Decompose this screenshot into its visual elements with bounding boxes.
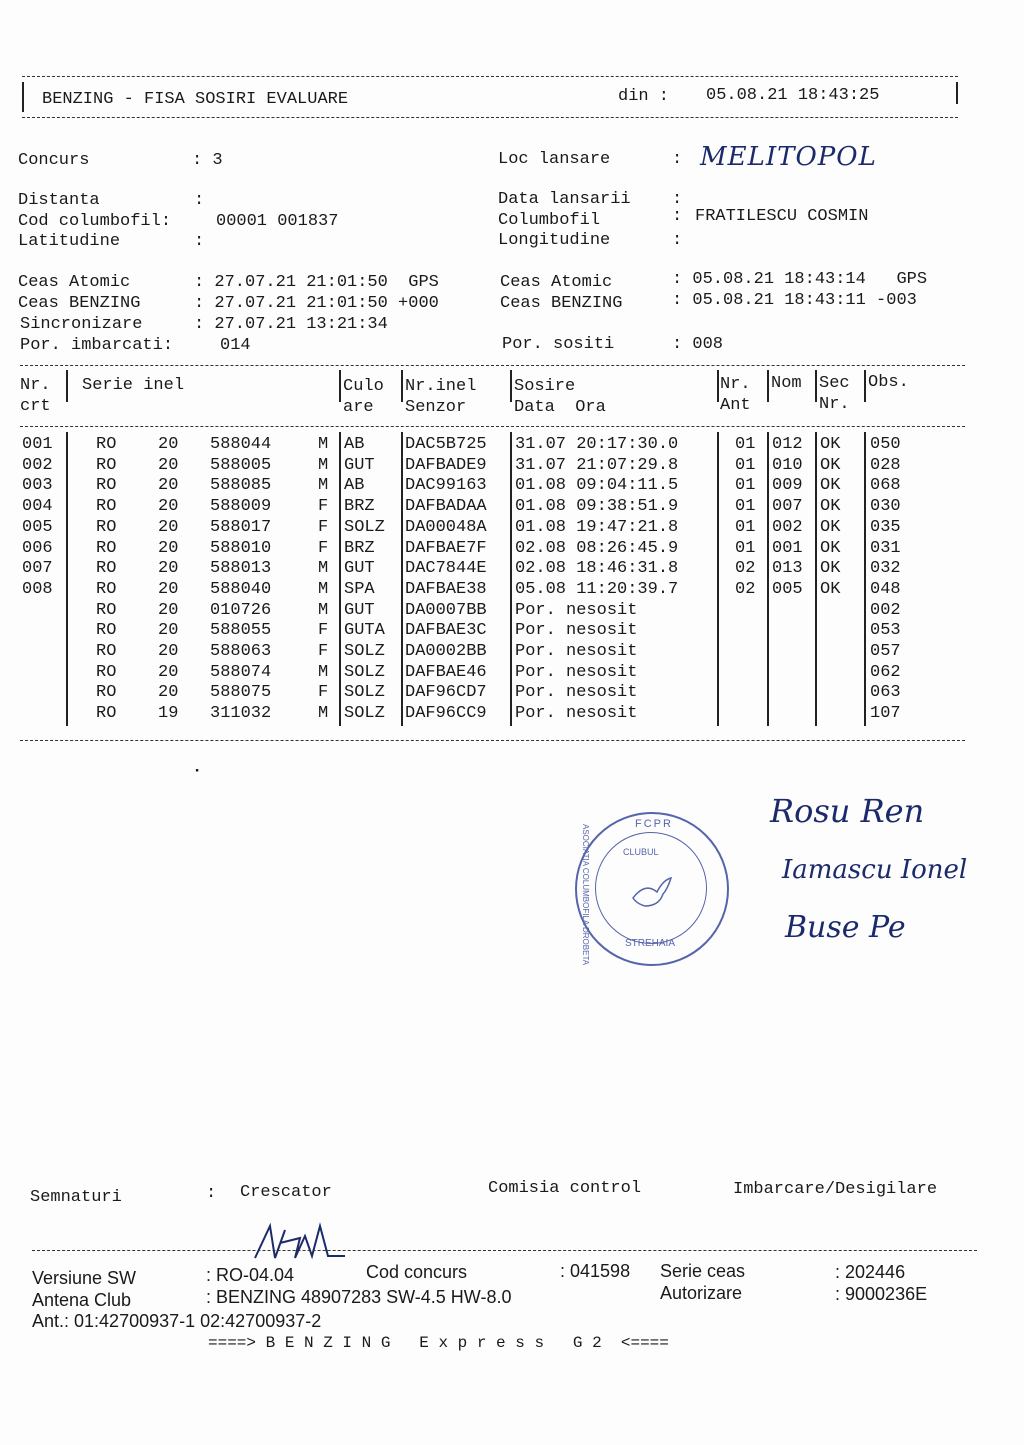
cell-sensor: DAFBAE46 [405, 662, 487, 682]
handwritten-name: Rosu Ren [770, 792, 925, 830]
value: RO-04.04 [216, 1265, 295, 1285]
cell-color: GUT [344, 455, 375, 475]
cell-year: 20 [158, 476, 179, 496]
cell-country: RO [96, 642, 117, 661]
cell-obs: 035 [870, 517, 901, 537]
columbofil-value: FRATILESCU COSMIN [695, 207, 869, 226]
cell-sec: OK [820, 497, 841, 517]
pigeon-icon [629, 872, 675, 912]
header-culoare-2: are [343, 398, 374, 417]
column-divider [401, 432, 403, 726]
header-sosire: Sosire [514, 377, 576, 396]
cell-ring: 588040 [210, 579, 272, 599]
cell-ring: 588063 [210, 642, 272, 661]
ceas-benzing-end: : 05.08.21 18:43:11 -003 [672, 291, 917, 310]
cell-ring: 588074 [210, 662, 272, 682]
cell-sensor: DAC7844E [405, 559, 487, 579]
antenna-ids: Ant.: 01:42700937-1 02:42700937-2 [32, 1311, 322, 1331]
cell-sex: M [318, 600, 329, 620]
cell-arrival: 01.08 09:38:51.9 [515, 497, 679, 517]
cell-sec: OK [820, 579, 841, 599]
cell-ring: 588044 [210, 435, 272, 454]
ink-dot: · [192, 762, 203, 781]
cell-sec: OK [820, 517, 841, 537]
cell-color: SOLZ [344, 517, 385, 537]
column-divider [66, 370, 68, 402]
cell-sensor: DAC5B725 [405, 435, 487, 454]
colon: : [194, 191, 205, 210]
cell-sec: OK [820, 455, 841, 475]
source: GPS [408, 273, 439, 292]
header-data-ora: Data Ora [514, 398, 606, 417]
column-divider [66, 432, 68, 726]
stamp-text: ASOCIATIA COLUMBOFILA DROBETA [581, 824, 590, 966]
cell-obs: 002 [870, 600, 901, 620]
sositi-label: Por. sositi [502, 335, 615, 354]
value: 202446 [845, 1262, 906, 1282]
cell-country: RO [96, 455, 117, 475]
cell-arrival: Por. nesosit [515, 683, 638, 703]
cell-nr: 006 [22, 538, 53, 558]
cell-arrival: 01.08 09:04:11.5 [515, 476, 679, 496]
cell-obs: 063 [870, 683, 901, 703]
cell-sec: OK [820, 476, 841, 496]
cell-sex: F [318, 497, 329, 517]
cell-ant: 01 [735, 538, 756, 558]
loc-lansare-label: Loc lansare [498, 150, 611, 169]
column-divider [717, 370, 719, 402]
colon: : [672, 231, 683, 250]
cell-year: 20 [158, 497, 179, 517]
time: 05.08.21 18:43:11 [692, 291, 866, 310]
cell-nr: 008 [22, 579, 53, 599]
cell-sensor: DAFBAE3C [405, 621, 487, 641]
cell-ring: 588017 [210, 517, 272, 537]
sincronizare-value: : 27.07.21 13:21:34 [194, 315, 388, 334]
handwritten-name: Buse Pe [785, 910, 906, 945]
din-label: din : [618, 87, 670, 106]
cell-arrival: Por. nesosit [515, 662, 638, 682]
ceas-atomic-label-2: Ceas Atomic [500, 273, 613, 292]
cell-sensor: DAFBADAA [405, 497, 487, 517]
cell-sensor: DA00048A [405, 517, 487, 537]
cell-arrival: 31.07 20:17:30.0 [515, 435, 679, 454]
column-divider [864, 370, 866, 402]
cell-ring: 588005 [210, 455, 272, 475]
cell-color: BRZ [344, 538, 375, 558]
divider [22, 117, 958, 118]
cell-obs: 028 [870, 455, 901, 475]
column-divider [864, 432, 866, 726]
cell-color: SPA [344, 579, 375, 599]
stamp-text: CLUBUL [623, 847, 659, 857]
cell-arrival: Por. nesosit [515, 704, 638, 724]
cell-sex: F [318, 642, 329, 661]
cell-sensor: DAC99163 [405, 476, 487, 496]
colon: : [672, 190, 683, 209]
time: 05.08.21 18:43:14 [692, 270, 866, 289]
divider [20, 426, 965, 427]
cell-country: RO [96, 435, 117, 454]
columbofil-label: Columbofil [498, 211, 601, 230]
header-nr-inel: Nr.inel [405, 377, 477, 396]
cell-ring: 588013 [210, 559, 272, 579]
ceas-benzing-label: Ceas BENZING [18, 294, 141, 313]
latitudine-label: Latitudine [18, 232, 121, 251]
time: 27.07.21 21:01:50 [214, 294, 388, 313]
cell-arrival: 31.07 21:07:29.8 [515, 455, 679, 475]
cell-ring: 311032 [210, 704, 272, 724]
cell-ant: 01 [735, 455, 756, 475]
signature [250, 1218, 350, 1263]
cell-sec: OK [820, 435, 841, 454]
column-divider [339, 370, 341, 402]
cell-nr: 005 [22, 517, 53, 537]
column-divider [767, 370, 769, 402]
cell-ring: 588009 [210, 497, 272, 517]
cell-obs: 030 [870, 497, 901, 517]
cell-ant: 02 [735, 559, 756, 579]
cell-nom: 007 [772, 497, 803, 517]
header-obs: Obs. [868, 373, 909, 392]
stamp-text: STREHAIA [625, 938, 676, 949]
cell-year: 20 [158, 435, 179, 454]
antena-label: Antena Club [32, 1290, 132, 1310]
cell-sex: F [318, 683, 329, 703]
concurs-label: Concurs [18, 151, 90, 170]
cell-color: BRZ [344, 497, 375, 517]
divider [22, 82, 24, 112]
autorizare-value: : 9000236E [835, 1284, 928, 1304]
autorizare-label: Autorizare [660, 1283, 743, 1303]
cell-nr: 003 [22, 476, 53, 496]
imbarcare-label: Imbarcare/Desigilare [733, 1180, 938, 1199]
cell-ant: 02 [735, 579, 756, 599]
cell-obs: 068 [870, 476, 901, 496]
cell-sensor: DAFBAE7F [405, 538, 487, 558]
longitudine-label: Longitudine [498, 231, 611, 250]
cell-color: AB [344, 476, 365, 496]
cod-columbofil-value: 00001 001837 [216, 212, 339, 231]
cell-country: RO [96, 683, 117, 703]
cell-nom: 009 [772, 476, 803, 496]
comisia-label: Comisia control [488, 1179, 642, 1198]
cell-nom: 005 [772, 579, 803, 599]
serie-ceas-value: : 202446 [835, 1262, 906, 1282]
ceas-benzing-label-2: Ceas BENZING [500, 294, 623, 313]
column-divider [510, 370, 512, 402]
cell-color: SOLZ [344, 642, 385, 661]
cell-obs: 107 [870, 704, 901, 724]
cell-sex: M [318, 662, 329, 682]
crescator-label: Crescator [240, 1183, 332, 1202]
imbarcati-value: 014 [220, 336, 251, 355]
column-divider [815, 370, 817, 402]
cell-color: GUTA [344, 621, 385, 641]
cell-ring: 588010 [210, 538, 272, 558]
versiune-value: : RO-04.04 [206, 1265, 295, 1285]
handwritten-name: Iamascu Ionel [782, 855, 968, 885]
stamp-text: FCPR [635, 818, 673, 830]
cell-sex: M [318, 476, 329, 496]
cell-nom: 010 [772, 455, 803, 475]
cell-arrival: 05.08 11:20:39.7 [515, 579, 679, 599]
ceas-benzing-start: : 27.07.21 21:01:50 +000 [194, 294, 439, 313]
cod-columbofil-label: Cod columbofil: [18, 212, 172, 231]
cell-ring: 588085 [210, 476, 272, 496]
cell-ring: 010726 [210, 600, 272, 620]
semnaturi-label: Semnaturi [30, 1188, 122, 1207]
source: GPS [896, 270, 928, 289]
count: 008 [692, 335, 724, 354]
cell-country: RO [96, 704, 117, 724]
cell-sensor: DA0002BB [405, 642, 487, 661]
imbarcati-label: Por. imbarcati: [20, 336, 174, 355]
cell-year: 20 [158, 642, 179, 661]
cell-obs: 062 [870, 662, 901, 682]
divider [20, 740, 965, 741]
cell-nom: 002 [772, 517, 803, 537]
colon: : [672, 150, 683, 169]
cell-sensor: DAF96CC9 [405, 704, 487, 724]
value: 9000236E [845, 1284, 928, 1304]
cell-sensor: DAFBADE9 [405, 455, 487, 475]
header-nom: Nom [771, 374, 802, 393]
data-lansarii-label: Data lansarii [498, 190, 631, 209]
time: 27.07.21 21:01:50 [214, 273, 388, 292]
divider [22, 76, 958, 77]
header-senzor: Senzor [405, 398, 467, 417]
cell-color: SOLZ [344, 662, 385, 682]
cell-arrival: 01.08 19:47:21.8 [515, 517, 679, 537]
cell-color: GUT [344, 559, 375, 579]
cell-obs: 031 [870, 538, 901, 558]
cell-year: 20 [158, 683, 179, 703]
header-sec-nr: Nr. [819, 395, 850, 414]
serie-ceas-label: Serie ceas [660, 1261, 746, 1281]
cell-sex: M [318, 455, 329, 475]
colon: : [206, 1184, 217, 1203]
cell-year: 20 [158, 559, 179, 579]
cell-obs: 048 [870, 579, 901, 599]
cell-ant: 01 [735, 517, 756, 537]
cell-obs: 050 [870, 435, 901, 454]
cell-country: RO [96, 517, 117, 537]
cell-year: 20 [158, 517, 179, 537]
cell-sec: OK [820, 559, 841, 579]
header-ant: Ant [720, 396, 751, 415]
cell-arrival: 02.08 08:26:45.9 [515, 538, 679, 558]
column-divider [510, 432, 512, 726]
diff: -003 [876, 291, 917, 310]
sincronizare-label: Sincronizare [20, 315, 143, 334]
cell-nr: 002 [22, 455, 53, 475]
cell-year: 20 [158, 455, 179, 475]
cell-obs: 032 [870, 559, 901, 579]
cell-nom: 013 [772, 559, 803, 579]
cell-nom: 012 [772, 435, 803, 454]
ceas-atomic-start: : 27.07.21 21:01:50 GPS [194, 273, 439, 292]
header-nr: Nr. [20, 376, 51, 395]
cell-year: 20 [158, 621, 179, 641]
divider [32, 1250, 977, 1251]
cell-obs: 053 [870, 621, 901, 641]
cell-sex: F [318, 517, 329, 537]
diff: +000 [398, 294, 439, 313]
cell-sensor: DAFBAE38 [405, 579, 487, 599]
cell-sex: F [318, 621, 329, 641]
cell-nr: 001 [22, 435, 53, 454]
cell-country: RO [96, 559, 117, 579]
cell-year: 20 [158, 662, 179, 682]
ceas-atomic-end: : 05.08.21 18:43:14 GPS [672, 270, 928, 289]
header-crt: crt [20, 397, 51, 416]
cell-obs: 057 [870, 642, 901, 661]
cell-arrival: Por. nesosit [515, 600, 638, 620]
club-stamp [575, 812, 729, 966]
cell-country: RO [96, 476, 117, 496]
cell-sex: M [318, 435, 329, 454]
cell-color: SOLZ [344, 704, 385, 724]
cell-sex: F [318, 538, 329, 558]
cod-concurs-label: Cod concurs [366, 1262, 468, 1282]
cell-color: GUT [344, 600, 375, 620]
header-culoare: Culo [343, 377, 384, 396]
cell-arrival: 02.08 18:46:31.8 [515, 559, 679, 579]
cell-sensor: DAF96CD7 [405, 683, 487, 703]
header-nr-ant: Nr. [720, 375, 751, 394]
value: BENZING 48907283 SW-4.5 HW-8.0 [216, 1287, 512, 1307]
distanta-label: Distanta [18, 191, 100, 210]
column-divider [401, 370, 403, 402]
header-sec: Sec [819, 374, 850, 393]
cell-year: 20 [158, 538, 179, 558]
cell-country: RO [96, 538, 117, 558]
cell-arrival: Por. nesosit [515, 642, 638, 661]
brand-line: ====> B E N Z I N G E x p r e s s G 2 <==== [208, 1334, 669, 1352]
cell-ant: 01 [735, 476, 756, 496]
cell-ring: 588075 [210, 683, 272, 703]
column-divider [767, 432, 769, 726]
colon: : [672, 207, 683, 226]
sositi-value: : 008 [672, 335, 724, 354]
time: 27.07.21 13:21:34 [214, 315, 388, 334]
cell-country: RO [96, 579, 117, 599]
cod-concurs-value: : 041598 [560, 1261, 631, 1281]
value: 041598 [570, 1261, 631, 1281]
cell-nr: 007 [22, 559, 53, 579]
header-serie: Serie inel [82, 376, 185, 395]
divider [956, 82, 958, 104]
cell-sex: M [318, 559, 329, 579]
concurs-number: 3 [212, 151, 223, 170]
colon: : [194, 232, 205, 251]
cell-sex: M [318, 579, 329, 599]
cell-nr: 004 [22, 497, 53, 517]
loc-lansare-handwritten: MELITOPOL [700, 142, 877, 172]
cell-country: RO [96, 621, 117, 641]
document-title: BENZING - FISA SOSIRI EVALUARE [42, 90, 349, 109]
din-value: 05.08.21 18:43:25 [706, 86, 880, 105]
cell-year: 19 [158, 704, 179, 724]
cell-ant: 01 [735, 435, 756, 454]
column-divider [815, 432, 817, 726]
cell-sec: OK [820, 538, 841, 558]
cell-ring: 588055 [210, 621, 272, 641]
concurs-value: : 3 [192, 151, 223, 170]
cell-sex: M [318, 704, 329, 724]
cell-sensor: DA0007BB [405, 600, 487, 620]
cell-arrival: Por. nesosit [515, 621, 638, 641]
ceas-atomic-label: Ceas Atomic [18, 273, 131, 292]
cell-country: RO [96, 600, 117, 620]
cell-country: RO [96, 497, 117, 517]
divider [20, 365, 965, 366]
cell-color: SOLZ [344, 683, 385, 703]
cell-country: RO [96, 662, 117, 682]
versiune-label: Versiune SW [32, 1268, 137, 1288]
cell-color: AB [344, 435, 365, 454]
column-divider [339, 432, 341, 726]
antena-value: : BENZING 48907283 SW-4.5 HW-8.0 [206, 1287, 512, 1307]
cell-year: 20 [158, 579, 179, 599]
cell-ant: 01 [735, 497, 756, 517]
cell-nom: 001 [772, 538, 803, 558]
cell-year: 20 [158, 600, 179, 620]
column-divider [717, 432, 719, 726]
